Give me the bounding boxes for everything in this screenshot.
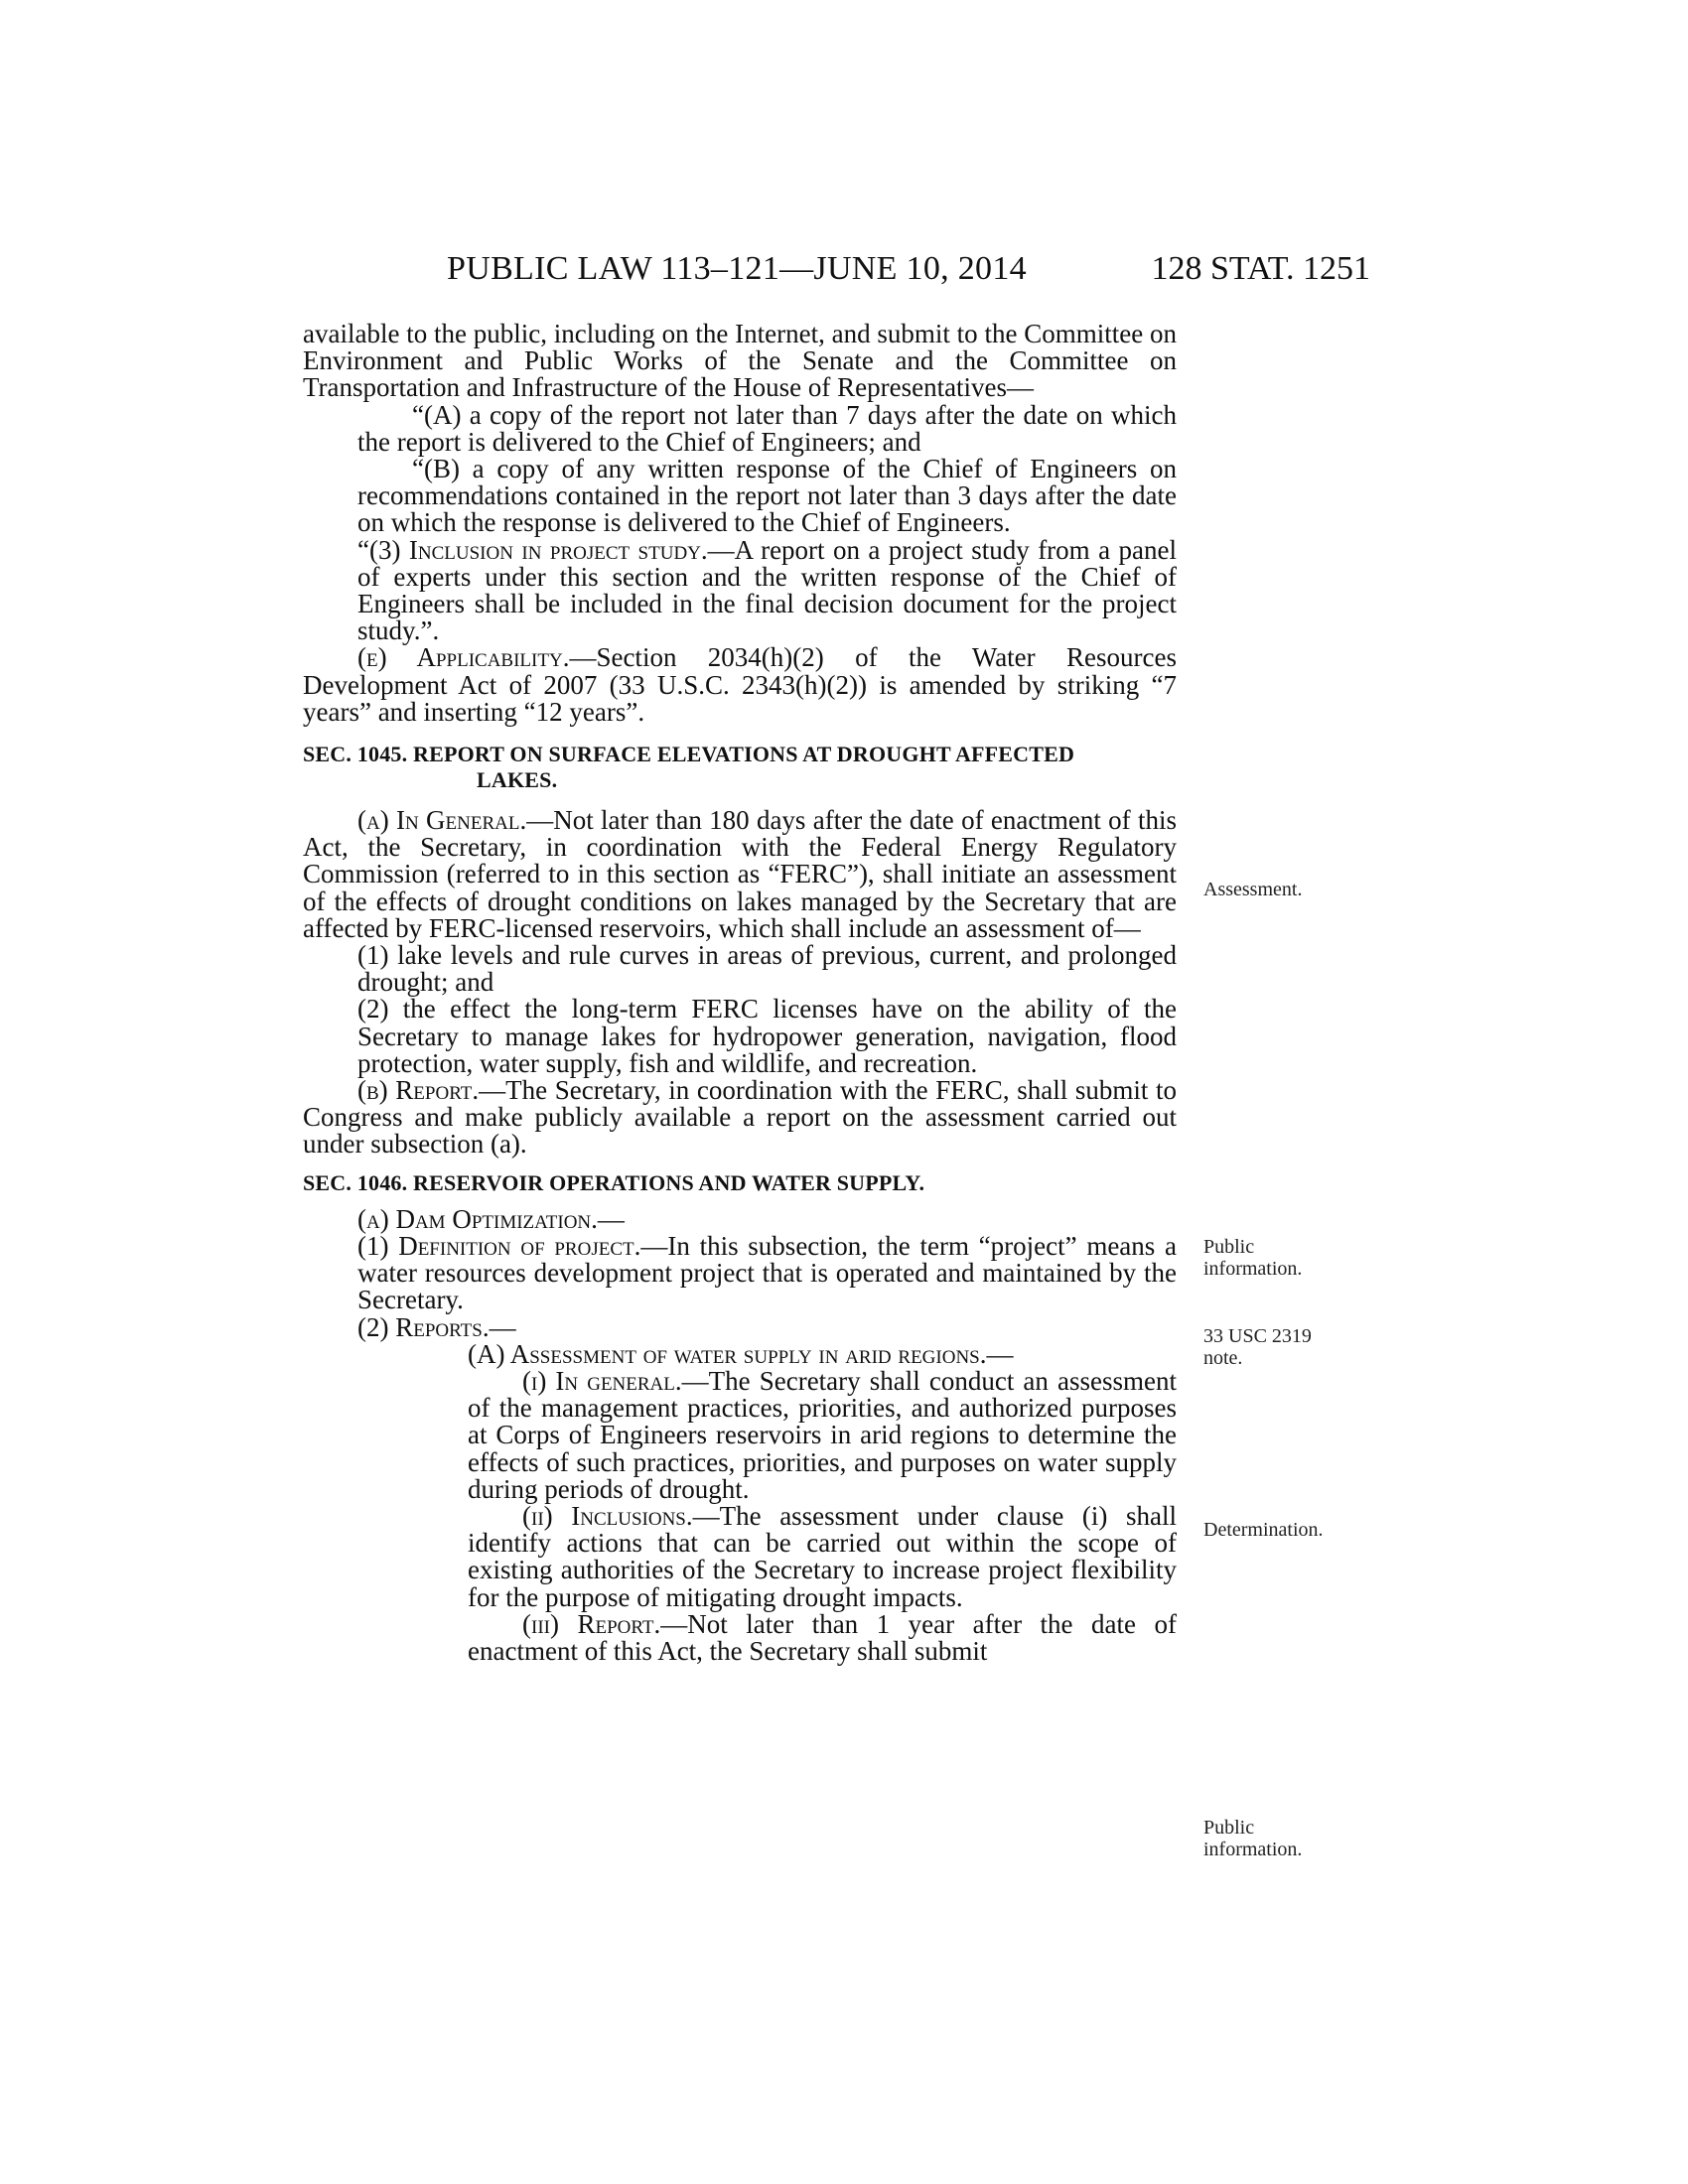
margin-note-public-information: Public information. [1203, 1817, 1303, 1860]
document-body [303, 321, 1177, 1665]
page-header [298, 250, 1370, 290]
page-title: PUBLIC LAW 113–121—JUNE 10, 2014 [447, 250, 1027, 287]
margin-note-public-information: Public information. [1203, 1236, 1303, 1280]
margin-note-usc-citation: 33 USC 2319 note. [1203, 1325, 1312, 1369]
paragraph: “(B) a copy of any written response of the Chief of Engineers on recommendations contained in the report not later than 3 days after the date on which the response is delivered to the Chief of Engineers. [357, 454, 1177, 538]
paragraph: “(A) a copy of the report not later than 7 days after the date on which the report is delivered to the Chief of Engineers; and [357, 399, 1177, 457]
paragraph: (a) In General.—Not later than 180 days after the date of enactment of this Act, the Secretary, in coordination with the Federal Energy Regulatory Commission (referred to in this section as “FERC”), shall initiate an assessment of the effects of drought conditions on lakes managed by the Secretary that are affected by FERC-licensed reservoirs, which shall include an assessment of— [303, 805, 1177, 943]
margin-note-assessment: Assessment. [1203, 879, 1303, 900]
paragraph: (a) Dam Optimization.— [357, 1203, 625, 1234]
paragraph: (b) Report.—The Secretary, in coordination with the FERC, shall submit to Congress and make publicly available a report on the assessment carried out under subsection (a). [303, 1075, 1177, 1160]
section-heading-1045: SEC. 1045. REPORT ON SURFACE ELEVATIONS AT DROUGHT AFFECTED LAKES. [303, 742, 1075, 793]
margin-note-determination: Determination. [1203, 1519, 1324, 1541]
paragraph: (i) In general.—The Secretary shall conduct an assessment of the management practices, priorities, and authorized purposes at Corps of Engineers reservoirs in arid regions to determine the effects of such practices, priorities, and purposes on water supply during periods of drought. [468, 1365, 1177, 1504]
paragraph: (A) Assessment of water supply in arid regions.— [468, 1338, 1014, 1369]
paragraph: (2) the effect the long-term FERC licenses have on the ability of the Secretary to manage lakes for hydropower generation, navigation, flood protection, water supply, fish and wildlife, and recreation. [357, 994, 1177, 1078]
paragraph: (e) Applicability.—Section 2034(h)(2) of the Water Resources Development Act of 2007 (33 U.S.C. 2343(h)(2)) is amended by striking “7 years” and inserting “12 years”. [303, 642, 1177, 727]
stat-page-number: 128 STAT. 1251 [1151, 250, 1370, 287]
paragraph: (1) lake levels and rule curves in areas of previous, current, and prolonged drought; and [357, 940, 1177, 998]
paragraph: available to the public, including on the Internet, and submit to the Committee on Environment and Public Works of the Senate and the Committee on Transportation and Infrastructure of the House of Representatives— [303, 319, 1177, 403]
section-heading-1046: SEC. 1046. RESERVOIR OPERATIONS AND WATER SUPPLY. [303, 1169, 925, 1195]
paragraph: “(3) Inclusion in project study.—A report on a project study from a panel of experts under this section and the written response of the Chief of Engineers shall be included in the final decision document for the project study.”. [357, 534, 1177, 646]
paragraph: (1) Definition of project.—In this subsection, the term “project” means a water resources development project that is operated and maintained by the Secretary. [357, 1230, 1178, 1315]
paragraph: (iii) Report.—Not later than 1 year after the date of enactment of this Act, the Secretary shall submit [468, 1608, 1177, 1666]
paragraph: (ii) Inclusions.—The assessment under clause (i) shall identify actions that can be carried out within the scope of existing authorities of the Secretary to increase project flexibility for the purpose of mitigating drought impacts. [468, 1500, 1177, 1612]
paragraph: (2) Reports.— [357, 1311, 516, 1342]
